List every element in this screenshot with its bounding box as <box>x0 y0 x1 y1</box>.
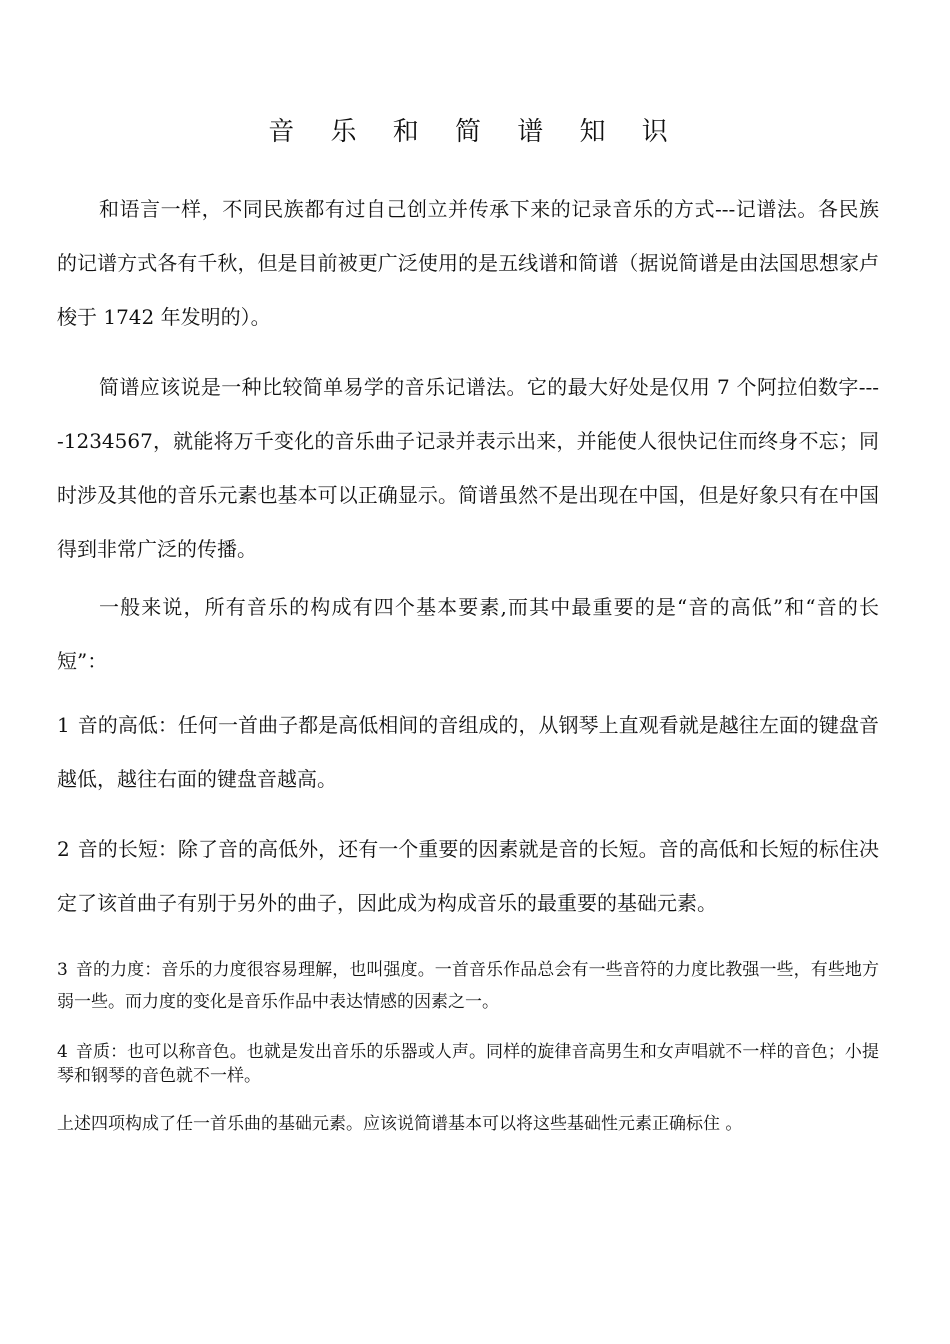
element-item-pitch <box>57 698 879 806</box>
element-text: 音质：也可以称音色。也就是发出音乐的乐器或人声。同样的旋律音高男生和女声唱就不一样的音色；小提琴和钢琴的音色就不一样。 <box>57 1042 879 1086</box>
paragraph-jianpu-description: 简谱应该说是一种比较简单易学的音乐记谱法。它的最大好处是仅用 7 个阿拉伯数字----1234567，就能将万千变化的音乐曲子记录并表示出来，并能使人很快记住而终身不忘；同时涉及其他的音乐元素也基本可以正确显示。简谱虽然不是出现在中国，但是好象只有在中国得到非常广泛的传播。 <box>57 375 879 561</box>
element-text: 音的长短：除了音的高低外，还有一个重要的因素就是音的长短。音的高低和长短的标住决定了该首曲子有别于另外的曲子，因此成为构成音乐的最重要的基础元素。 <box>57 837 879 915</box>
element-number: 4 <box>57 1042 68 1062</box>
element-item-timbre <box>57 1040 879 1088</box>
element-number: 1 <box>57 713 70 737</box>
element-text: 音的高低：任何一首曲子都是高低相间的音组成的，从钢琴上直观看就是越往左面的键盘音越低，越往右面的键盘音越高。 <box>57 713 879 791</box>
element-item-dynamics <box>57 954 879 1018</box>
paragraph-conclusion: 上述四项构成了任一首乐曲的基础元素。应该说简谱基本可以将这些基础性元素正确标住 。 <box>57 1114 743 1134</box>
element-number: 2 <box>57 837 70 861</box>
element-number: 3 <box>57 960 68 980</box>
paragraph-four-elements-intro: 一般来说，所有音乐的构成有四个基本要素,而其中最重要的是“音的高低”和“音的长短”： <box>57 595 879 673</box>
element-text: 音的力度：音乐的力度很容易理解，也叫强度。一首音乐作品总会有一些音符的力度比教强一些，有些地方弱一些。而力度的变化是音乐作品中表达情感的因素之一。 <box>57 960 879 1012</box>
element-item-duration <box>57 822 879 930</box>
paragraph-notation-intro: 和语言一样，不同民族都有过自己创立并传承下来的记录音乐的方式---记谱法。各民族的记谱方式各有千秋，但是目前被更广泛使用的是五线谱和简谱（据说简谱是由法国思想家卢梭于 1742 年发明的）。 <box>57 197 879 329</box>
page-title: 音 乐 和 简 谱 知 识 <box>268 117 682 147</box>
